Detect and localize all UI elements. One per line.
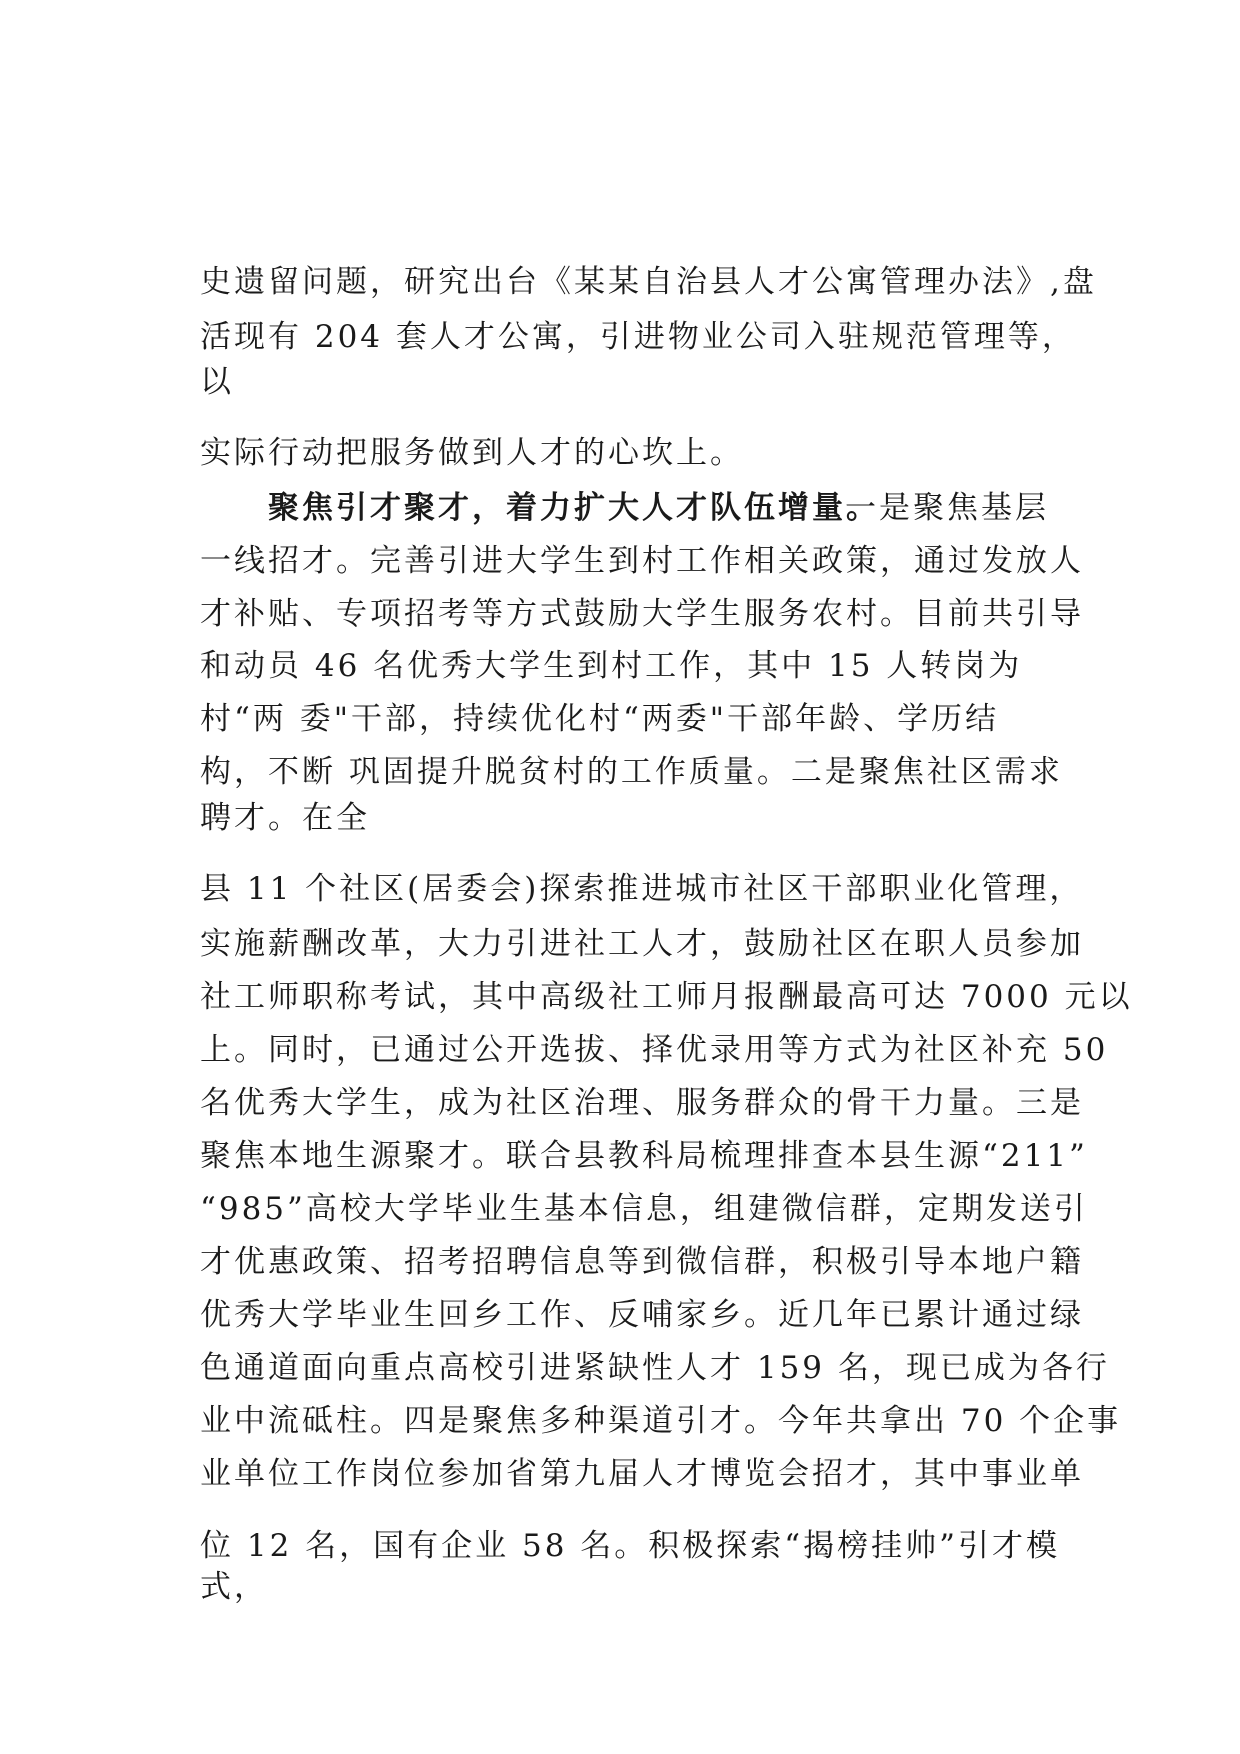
paragraph-line: 才优惠政策、招考招聘信息等到微信群，积极引导本地户籍	[200, 1244, 1084, 1280]
paragraph-line: 构，不断 巩固提升脱贫村的工作质量。二是聚焦社区需求	[200, 754, 1063, 790]
paragraph-line: 业单位工作岗位参加省第九届人才博览会招才，其中事业单	[200, 1456, 1084, 1492]
paragraph-line: 和动员 46 名优秀大学生到村工作，其中 15 人转岗为	[200, 648, 1023, 684]
paragraph-line: 上。同时，已通过公开选拔、择优录用等方式为社区补充 50	[200, 1032, 1109, 1068]
paragraph-line: 活现有 204 套人才公寓，引进物业公司入驻规范管理等，	[200, 319, 1076, 355]
paragraph-line: 业中流砥柱。四是聚焦多种渠道引才。今年共拿出 70 个企事	[200, 1403, 1122, 1439]
paragraph-line: 一线招才。完善引进大学生到村工作相关政策，通过发放人	[200, 543, 1084, 579]
paragraph-line: 以	[200, 364, 234, 400]
paragraph-line: 实际行动把服务做到人才的心坎上。	[200, 435, 744, 471]
paragraph-line: 村“两 委"干部，持续优化村“两委"干部年龄、学历结	[200, 701, 1000, 737]
paragraph-line: 优秀大学毕业生回乡工作、反哺家乡。近几年已累计通过绿	[200, 1297, 1084, 1333]
paragraph-line: 色通道面向重点高校引进紧缺性人才 159 名，现已成为各行	[200, 1350, 1110, 1386]
paragraph-line: 聚焦本地生源聚才。联合县教科局梳理排查本县生源“211”	[200, 1138, 1088, 1174]
paragraph-line: 名优秀大学生，成为社区治理、服务群众的骨干力量。三是	[200, 1085, 1084, 1121]
paragraph-line: 实施薪酬改革，大力引进社工人才，鼓励社区在职人员参加	[200, 926, 1084, 962]
paragraph-line: 县 11 个社区(居委会)探索推进城市社区干部职业化管理，	[200, 871, 1084, 907]
paragraph-line: 史遗留问题，研究出台《某某自治县人才公寓管理办法》,盘	[200, 264, 1097, 300]
paragraph-line: 一是聚焦基层	[845, 490, 1049, 526]
paragraph-line: “985”高校大学毕业生基本信息，组建微信群，定期发送引	[200, 1191, 1088, 1227]
paragraph-line: 才补贴、专项招考等方式鼓励大学生服务农村。目前共引导	[200, 596, 1084, 632]
section-heading: 聚焦引才聚才，着力扩大人才队伍增量。	[268, 490, 880, 526]
paragraph-line: 位 12 名，国有企业 58 名。积极探索“揭榜挂帅”引才模	[200, 1528, 1061, 1564]
paragraph-line: 式，	[200, 1569, 268, 1605]
paragraph-line: 社工师职称考试，其中高级社工师月报酬最高可达 7000 元以	[200, 979, 1133, 1015]
paragraph-line: 聘才。在全	[200, 800, 370, 836]
